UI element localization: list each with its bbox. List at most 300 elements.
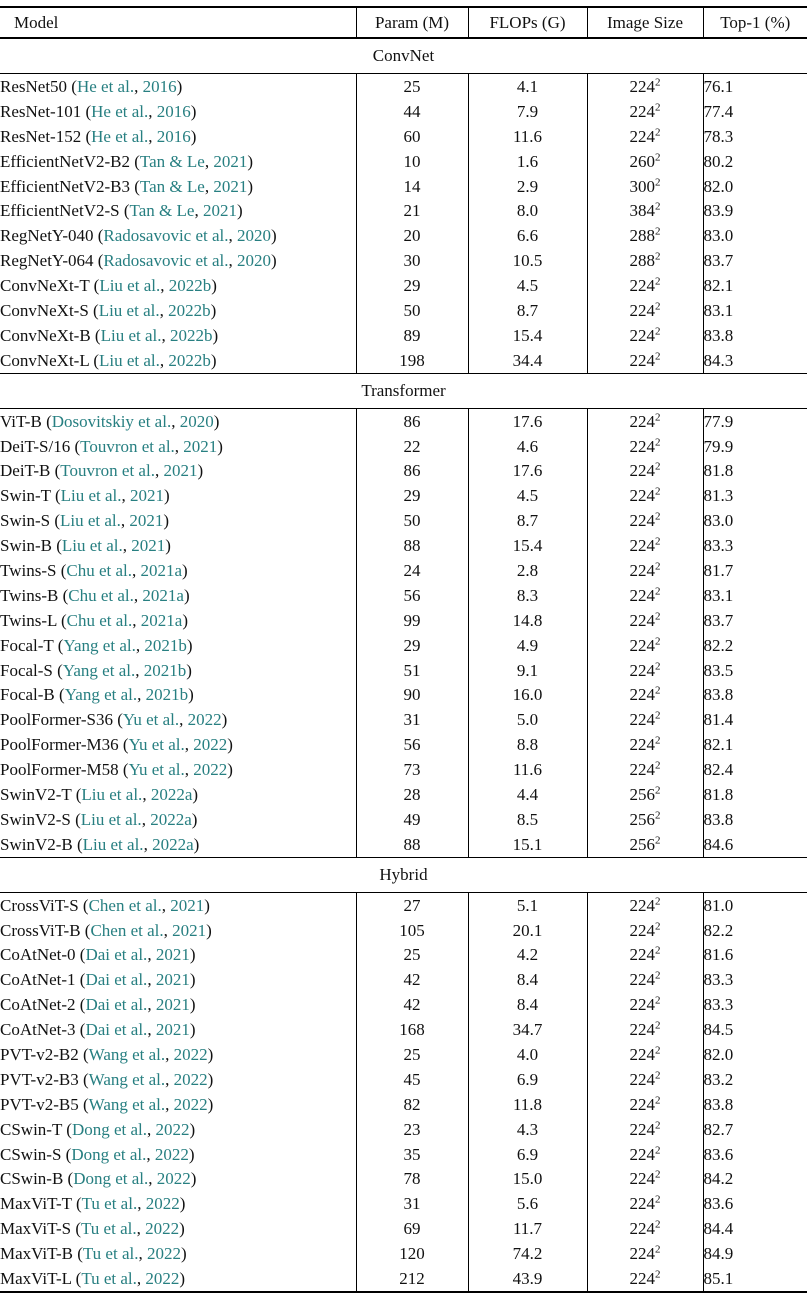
- table-row: [0, 198, 807, 223]
- model-name: SwinV2-S: [0, 809, 71, 829]
- image-size-value: 224: [629, 735, 655, 755]
- param-cell: 56: [356, 732, 468, 757]
- citation-close-paren: ): [204, 895, 210, 915]
- image-size-exponent: 2: [655, 784, 661, 797]
- citation-year-link[interactable]: 2021: [172, 920, 207, 940]
- citation-year-link[interactable]: 2021: [163, 461, 198, 481]
- table-row: [0, 408, 807, 433]
- citation-comma: ,: [174, 436, 184, 456]
- citation-author-link[interactable]: Tu et al.: [81, 1269, 137, 1289]
- top1-cell: 84.3: [703, 348, 807, 373]
- flops-cell: 8.3: [468, 583, 587, 608]
- citation-open-paren: (: [61, 1144, 72, 1164]
- image-size-exponent: 2: [655, 1193, 661, 1206]
- citation-author-link[interactable]: Dong et al.: [71, 1144, 147, 1164]
- model-cell: [0, 1117, 356, 1142]
- citation-open-paren: (: [89, 350, 99, 370]
- citation-author-link[interactable]: Liu et al.: [99, 350, 160, 370]
- image-size-cell: [587, 992, 703, 1017]
- citation-author-link[interactable]: Yu et al.: [122, 710, 180, 730]
- param-cell: 88: [356, 832, 468, 857]
- model-cell: [0, 918, 356, 943]
- image-size-value: 224: [629, 461, 655, 481]
- image-size-exponent: 2: [655, 200, 661, 213]
- citation-author-link[interactable]: Chu et al.: [68, 585, 134, 605]
- top1-cell: 83.7: [703, 608, 807, 633]
- citation-close-paren: ): [190, 1169, 197, 1189]
- citation-year-link[interactable]: 2022b: [168, 276, 212, 296]
- table-row: [0, 124, 807, 149]
- model-cell: [0, 149, 356, 174]
- citation-author-link[interactable]: Chu et al.: [66, 560, 132, 580]
- model-cell: [0, 658, 356, 683]
- citation-author-link[interactable]: Liu et al.: [99, 276, 161, 296]
- citation-open-paren: (: [118, 760, 129, 780]
- citation-author-link[interactable]: Yu et al.: [128, 760, 185, 780]
- table-row: [0, 74, 807, 99]
- top1-cell: 81.6: [703, 943, 807, 968]
- citation-comma: ,: [122, 536, 132, 556]
- citation-author-link[interactable]: Chen et al.: [88, 895, 162, 915]
- table-row: [0, 892, 807, 917]
- model-name: ConvNeXt-L: [0, 350, 90, 370]
- flops-cell: 15.4: [468, 323, 587, 348]
- citation-author-link[interactable]: Dong et al.: [73, 1169, 149, 1189]
- flops-cell: 11.7: [468, 1216, 587, 1241]
- citation-comma: ,: [136, 1269, 146, 1289]
- flops-cell: 2.9: [468, 174, 587, 199]
- model-cell: [0, 1067, 356, 1092]
- citation-close-paren: ): [211, 276, 217, 296]
- image-size-exponent: 2: [655, 684, 661, 697]
- top1-cell: 84.2: [703, 1167, 807, 1192]
- param-cell: 78: [356, 1167, 468, 1192]
- citation-author-link[interactable]: Liu et al.: [60, 486, 122, 506]
- table-row: [0, 782, 807, 807]
- citation-year-link[interactable]: 2022a: [150, 784, 193, 804]
- table-row: [0, 1241, 807, 1266]
- model-name: MaxViT-B: [0, 1244, 73, 1264]
- table-row: [0, 967, 807, 992]
- image-size-exponent: 2: [655, 659, 661, 672]
- image-size-exponent: 2: [655, 126, 661, 139]
- citation-year-link[interactable]: 2021: [155, 995, 190, 1015]
- image-size-cell: [587, 1191, 703, 1216]
- citation-year-link[interactable]: 2016: [156, 101, 191, 121]
- flops-cell: 8.4: [468, 992, 587, 1017]
- citation-author-link[interactable]: He et al.: [76, 76, 135, 96]
- image-size-exponent: 2: [655, 734, 661, 747]
- image-size-cell: [587, 633, 703, 658]
- citation-year-link[interactable]: 2016: [142, 76, 177, 96]
- image-size-value: 224: [629, 325, 655, 345]
- citation-author-link[interactable]: Radosavovic et al.: [103, 251, 229, 271]
- citation-close-paren: ): [182, 560, 188, 580]
- citation-open-paren: (: [75, 945, 86, 965]
- param-cell: 86: [356, 458, 468, 483]
- citation-author-link[interactable]: Yang et al.: [62, 660, 136, 680]
- citation-year-link[interactable]: 2021a: [140, 560, 183, 580]
- model-cell: [0, 732, 356, 757]
- citation-author-link[interactable]: Dai et al.: [85, 1020, 148, 1040]
- table-row: [0, 583, 807, 608]
- image-size-exponent: 2: [655, 560, 661, 573]
- citation-year-link[interactable]: 2022a: [150, 809, 192, 829]
- citation-author-link[interactable]: Tu et al.: [81, 1194, 138, 1214]
- citation-year-link[interactable]: 2020: [237, 226, 272, 246]
- param-cell: 56: [356, 583, 468, 608]
- model-name: CoAtNet-0: [0, 945, 76, 965]
- citation-year-link[interactable]: 2021: [155, 945, 190, 965]
- citation-comma: ,: [121, 486, 131, 506]
- citation-close-paren: ): [190, 101, 197, 121]
- citation-year-link[interactable]: 2021: [130, 486, 165, 506]
- image-size-exponent: 2: [655, 225, 661, 238]
- citation-year-link[interactable]: 2022: [145, 1269, 180, 1289]
- citation-author-link[interactable]: Radosavovic et al.: [103, 226, 229, 246]
- model-name: EfficientNetV2-B3: [0, 176, 130, 196]
- citation-comma: ,: [204, 176, 214, 196]
- citation-year-link[interactable]: 2021: [155, 970, 190, 990]
- flops-cell: 5.0: [468, 707, 587, 732]
- flops-cell: 8.5: [468, 807, 587, 832]
- model-name: PoolFormer-M58: [0, 760, 119, 780]
- citation-close-paren: ): [217, 436, 223, 456]
- citation-author-link[interactable]: Dai et al.: [85, 995, 148, 1015]
- citation-comma: ,: [148, 101, 157, 121]
- citation-open-paren: (: [63, 1169, 74, 1189]
- model-cell: [0, 1142, 356, 1167]
- table-row: [0, 1067, 807, 1092]
- citation-open-paren: (: [78, 1045, 89, 1064]
- citation-year-link[interactable]: 2022: [173, 1069, 208, 1089]
- citation-year-link[interactable]: 2022: [173, 1045, 208, 1064]
- flops-cell: 74.2: [468, 1241, 587, 1266]
- flops-cell: 4.5: [468, 483, 587, 508]
- citation-year-link[interactable]: 2021b: [145, 685, 189, 705]
- citation-author-link[interactable]: Touvron et al.: [60, 461, 155, 481]
- citation-year-link[interactable]: 2022: [173, 1094, 208, 1114]
- citation-year-link[interactable]: 2022b: [168, 350, 211, 370]
- image-size-cell: [587, 918, 703, 943]
- top1-cell: 83.3: [703, 992, 807, 1017]
- citation-author-link[interactable]: Liu et al.: [80, 809, 142, 829]
- param-cell: 45: [356, 1067, 468, 1092]
- model-name: PoolFormer-S36: [0, 710, 113, 730]
- citation-year-link[interactable]: 2021: [183, 436, 218, 456]
- param-cell: 105: [356, 918, 468, 943]
- citation-author-link[interactable]: Liu et al.: [60, 511, 121, 531]
- citation-open-paren: (: [81, 101, 92, 121]
- citation-author-link[interactable]: Yu et al.: [128, 735, 185, 755]
- citation-author-link[interactable]: Wang et al.: [88, 1045, 166, 1064]
- citation-comma: ,: [136, 1219, 146, 1239]
- top1-cell: 83.6: [703, 1191, 807, 1216]
- citation-author-link[interactable]: Touvron et al.: [80, 436, 175, 456]
- image-size-value: 224: [629, 710, 655, 730]
- image-size-exponent: 2: [655, 709, 661, 722]
- citation-year-link[interactable]: 2022: [146, 1244, 181, 1264]
- model-name: Swin-S: [0, 511, 51, 531]
- citation-open-paren: (: [93, 251, 104, 271]
- citation-year-link[interactable]: 2021: [202, 201, 237, 221]
- citation-author-link[interactable]: Liu et al.: [81, 784, 143, 804]
- table-body: [0, 38, 807, 1292]
- model-name: PVT-v2-B5: [0, 1094, 79, 1114]
- table-row: [0, 1142, 807, 1167]
- citation-year-link[interactable]: 2021b: [143, 660, 187, 680]
- citation-author-link[interactable]: Chu et al.: [66, 610, 133, 630]
- citation-year-link[interactable]: 2022: [154, 1144, 189, 1164]
- flops-cell: 11.8: [468, 1092, 587, 1117]
- citation-close-paren: ): [190, 126, 197, 146]
- column-header-image-size: Image Size: [587, 7, 703, 38]
- citation-author-link[interactable]: Tan & Le: [139, 176, 205, 196]
- citation-year-link[interactable]: 2022: [145, 1219, 180, 1239]
- image-size-value: 224: [629, 536, 655, 556]
- param-cell: 69: [356, 1216, 468, 1241]
- table-row: [0, 918, 807, 943]
- image-size-cell: [587, 298, 703, 323]
- citation-author-link[interactable]: He et al.: [91, 101, 149, 121]
- image-size-value: 256: [629, 784, 655, 804]
- citation-comma: ,: [146, 1144, 155, 1164]
- image-size-value: 224: [629, 276, 655, 296]
- citation-year-link[interactable]: 2020: [237, 251, 272, 271]
- image-size-exponent: 2: [655, 410, 661, 423]
- citation-comma: ,: [160, 276, 169, 296]
- flops-cell: 15.4: [468, 533, 587, 558]
- image-size-cell: [587, 782, 703, 807]
- citation-open-paren: (: [62, 1119, 72, 1139]
- citation-year-link[interactable]: 2020: [179, 411, 214, 431]
- citation-open-paren: (: [78, 895, 89, 915]
- image-size-exponent: 2: [655, 1019, 661, 1032]
- citation-close-paren: ): [186, 635, 193, 655]
- citation-year-link[interactable]: 2021a: [142, 585, 184, 605]
- citation-close-paren: ): [165, 536, 171, 556]
- image-size-value: 224: [629, 1119, 655, 1139]
- model-cell: [0, 967, 356, 992]
- table-row: [0, 323, 807, 348]
- table-header: [0, 7, 807, 38]
- citation-close-paren: ): [227, 760, 233, 780]
- citation-year-link[interactable]: 2021: [170, 895, 205, 915]
- image-size-value: 224: [629, 920, 655, 940]
- table-row: [0, 608, 807, 633]
- citation-author-link[interactable]: Tu et al.: [81, 1219, 137, 1239]
- image-size-value: 224: [629, 1069, 655, 1089]
- citation-author-link[interactable]: Dosovitskiy et al.: [51, 411, 172, 431]
- table-row: [0, 707, 807, 732]
- table-row: [0, 483, 807, 508]
- citation-open-paren: (: [75, 1020, 86, 1040]
- citation-author-link[interactable]: Liu et al.: [100, 325, 162, 345]
- citation-year-link[interactable]: 2022: [156, 1169, 191, 1189]
- image-size-cell: [587, 198, 703, 223]
- model-cell: [0, 682, 356, 707]
- top1-cell: 84.9: [703, 1241, 807, 1266]
- citation-close-paren: ): [179, 1219, 185, 1239]
- image-size-cell: [587, 508, 703, 533]
- model-name: ViT-B: [0, 411, 42, 431]
- citation-year-link[interactable]: 2021: [129, 511, 164, 531]
- top1-cell: 84.6: [703, 832, 807, 857]
- image-size-value: 224: [629, 511, 655, 531]
- flops-cell: 16.0: [468, 682, 587, 707]
- image-size-exponent: 2: [655, 895, 661, 907]
- image-size-cell: [587, 967, 703, 992]
- model-cell: [0, 558, 356, 583]
- citation-open-paren: (: [119, 201, 130, 221]
- model-cell: [0, 707, 356, 732]
- image-size-cell: [587, 832, 703, 857]
- citation-open-paren: (: [70, 809, 81, 829]
- model-name: PVT-v2-B3: [0, 1069, 79, 1089]
- param-cell: 29: [356, 633, 468, 658]
- citation-open-paren: (: [50, 511, 60, 531]
- top1-cell: 82.0: [703, 1042, 807, 1067]
- model-name: Twins-B: [0, 585, 59, 605]
- model-name: CSwin-T: [0, 1119, 63, 1139]
- image-size-exponent: 2: [655, 1243, 661, 1256]
- image-size-cell: [587, 1241, 703, 1266]
- model-name: Swin-T: [0, 486, 51, 506]
- citation-year-link[interactable]: 2022: [193, 760, 228, 780]
- citation-author-link[interactable]: Yang et al.: [63, 635, 136, 655]
- citation-author-link[interactable]: Wang et al.: [88, 1094, 166, 1114]
- citation-author-link[interactable]: Wang et al.: [88, 1069, 166, 1089]
- image-size-value: 224: [629, 895, 655, 915]
- top1-cell: 83.9: [703, 198, 807, 223]
- citation-author-link[interactable]: Dong et al.: [71, 1119, 148, 1139]
- citation-open-paren: (: [118, 735, 129, 755]
- citation-comma: ,: [228, 226, 238, 246]
- table-row: [0, 533, 807, 558]
- table-row: [0, 633, 807, 658]
- citation-year-link[interactable]: 2016: [156, 126, 191, 146]
- top1-cell: 82.0: [703, 174, 807, 199]
- citation-year-link[interactable]: 2021: [213, 151, 248, 171]
- citation-open-paren: (: [41, 411, 52, 431]
- image-size-value: 224: [629, 945, 655, 965]
- image-size-cell: [587, 434, 703, 459]
- citation-year-link[interactable]: 2022b: [168, 300, 211, 320]
- citation-close-paren: ): [192, 784, 199, 804]
- citation-author-link[interactable]: Yang et al.: [64, 685, 138, 705]
- top1-cell: 80.2: [703, 149, 807, 174]
- image-size-value: 224: [629, 436, 655, 456]
- citation-year-link[interactable]: 2021: [155, 1020, 190, 1040]
- top1-cell: 81.8: [703, 458, 807, 483]
- flops-cell: 20.1: [468, 918, 587, 943]
- citation-year-link[interactable]: 2022: [193, 735, 228, 755]
- citation-year-link[interactable]: 2022a: [152, 834, 194, 854]
- image-size-value: 224: [629, 1269, 655, 1289]
- image-size-value: 224: [629, 1194, 655, 1214]
- citation-comma: ,: [194, 201, 203, 221]
- top1-cell: 77.9: [703, 408, 807, 433]
- citation-comma: ,: [228, 251, 238, 271]
- image-size-exponent: 2: [655, 1094, 661, 1107]
- citation-author-link[interactable]: Liu et al.: [98, 300, 160, 320]
- citation-author-link[interactable]: He et al.: [91, 126, 149, 146]
- image-size-exponent: 2: [655, 510, 661, 523]
- top1-cell: 82.2: [703, 633, 807, 658]
- citation-author-link[interactable]: Tan & Le: [139, 151, 205, 171]
- image-size-value: 260: [629, 151, 655, 171]
- citation-year-link[interactable]: 2022: [187, 710, 222, 730]
- param-cell: 25: [356, 1042, 468, 1067]
- image-size-exponent: 2: [655, 1168, 661, 1181]
- citation-author-link[interactable]: Dai et al.: [85, 945, 148, 965]
- citation-year-link[interactable]: 2022: [145, 1194, 180, 1214]
- citation-comma: ,: [161, 895, 171, 915]
- citation-author-link[interactable]: Liu et al.: [82, 834, 144, 854]
- citation-year-link[interactable]: 2022b: [170, 325, 213, 345]
- table-row: [0, 658, 807, 683]
- citation-close-paren: ): [227, 735, 233, 755]
- citation-year-link[interactable]: 2021: [213, 176, 248, 196]
- citation-year-link[interactable]: 2022: [155, 1119, 190, 1139]
- section-row-convnet: [0, 38, 807, 74]
- image-size-exponent: 2: [655, 535, 661, 548]
- top1-cell: 83.0: [703, 508, 807, 533]
- flops-cell: 6.9: [468, 1142, 587, 1167]
- top1-cell: 79.9: [703, 434, 807, 459]
- citation-comma: ,: [163, 920, 173, 940]
- citation-comma: ,: [132, 560, 141, 580]
- param-cell: 31: [356, 707, 468, 732]
- top1-cell: 81.0: [703, 892, 807, 917]
- top1-cell: 76.1: [703, 74, 807, 99]
- param-cell: 198: [356, 348, 468, 373]
- citation-year-link[interactable]: 2021: [131, 536, 166, 556]
- citation-author-link[interactable]: Dai et al.: [85, 970, 148, 990]
- citation-comma: ,: [165, 1069, 174, 1089]
- citation-author-link[interactable]: Chen et al.: [90, 920, 164, 940]
- model-cell: [0, 1241, 356, 1266]
- citation-author-link[interactable]: Liu et al.: [61, 536, 123, 556]
- citation-author-link[interactable]: Tan & Le: [129, 201, 195, 221]
- image-size-value: 224: [629, 560, 655, 580]
- image-size-value: 224: [629, 1169, 655, 1189]
- image-size-value: 224: [629, 1094, 655, 1114]
- table-row: [0, 223, 807, 248]
- citation-comma: ,: [147, 1119, 156, 1139]
- citation-open-paren: (: [72, 834, 83, 854]
- citation-close-paren: ): [176, 76, 183, 96]
- model-cell: [0, 1092, 356, 1117]
- image-size-cell: [587, 943, 703, 968]
- citation-open-paren: (: [129, 151, 140, 171]
- param-cell: 35: [356, 1142, 468, 1167]
- image-size-exponent: 2: [655, 1119, 661, 1132]
- citation-close-paren: ): [271, 251, 277, 271]
- param-cell: 29: [356, 483, 468, 508]
- flops-cell: 5.6: [468, 1191, 587, 1216]
- citation-comma: ,: [134, 76, 143, 96]
- flops-cell: 8.0: [468, 198, 587, 223]
- param-cell: 42: [356, 992, 468, 1017]
- flops-cell: 34.4: [468, 348, 587, 373]
- top1-cell: 83.1: [703, 583, 807, 608]
- citation-year-link[interactable]: 2021a: [140, 610, 183, 630]
- image-size-exponent: 2: [655, 350, 661, 363]
- table-row: [0, 1167, 807, 1192]
- citation-author-link[interactable]: Tu et al.: [82, 1244, 139, 1264]
- citation-year-link[interactable]: 2021b: [144, 635, 187, 655]
